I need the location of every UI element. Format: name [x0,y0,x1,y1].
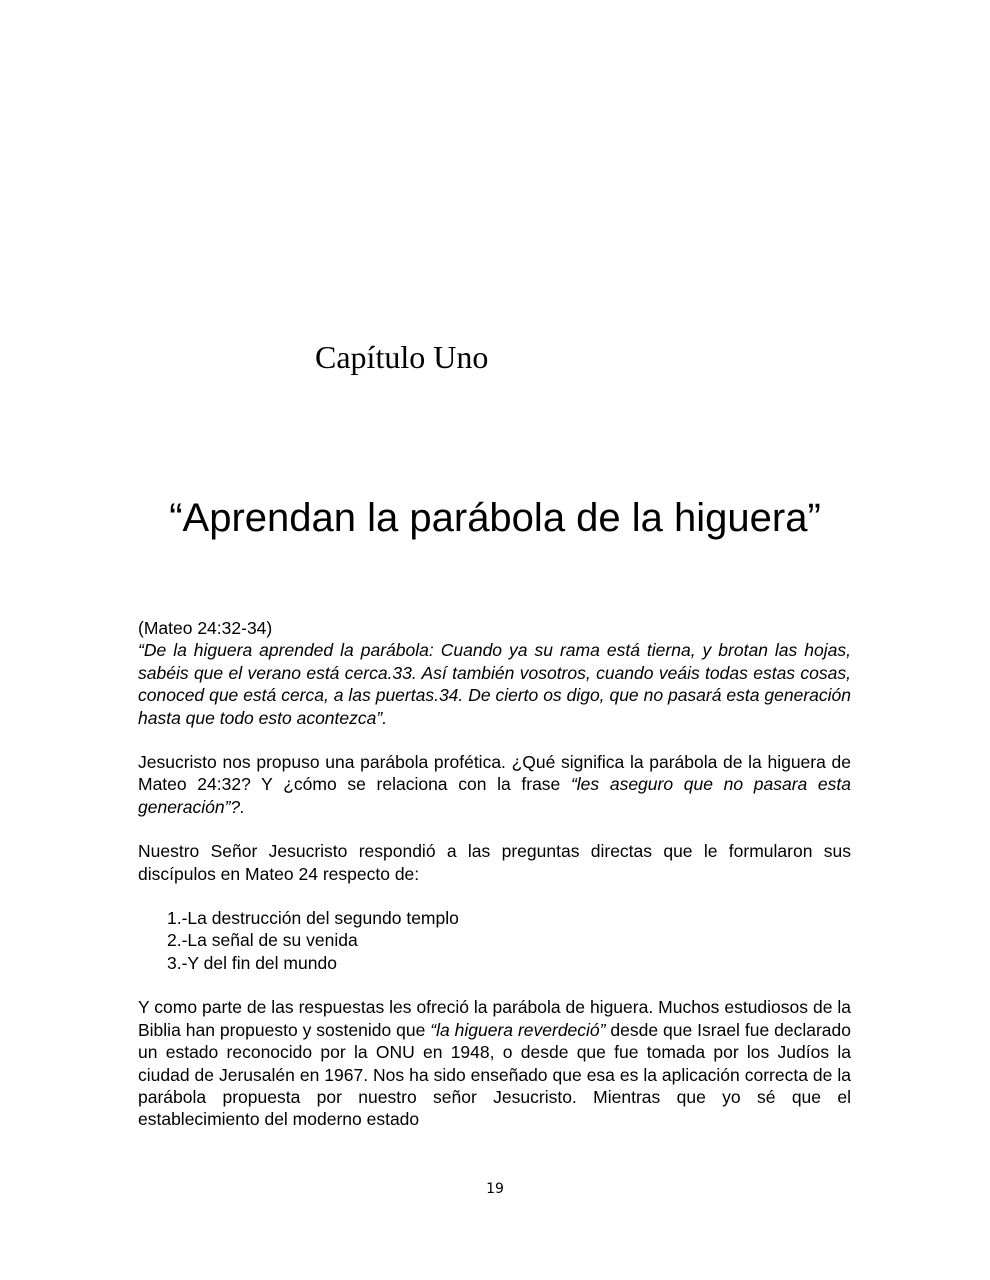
paragraph-intro-text: Jesucristo nos propuso una parábola profética. ¿Qué significa la parábola de la higuera de Mateo 24:32? Y ¿cómo se relaciona con la frase [138,752,851,795]
paragraph-intro-emphasis: “les aseguro que no pasara esta generación”?. [138,774,852,817]
scripture-quote: “De la higuera aprended la parábola: Cuando ya su rama está tierna, y brotan las hojas, sabéis que el verano está cerca.33. Así también vosotros, cuando veáis todas estas cosas, conoced que está cerca, a las puertas.34. De cierto os digo, que no pasará esta generación hasta que todo esto acontezca”. [138,640,851,728]
chapter-heading: Capítulo Uno [315,339,489,375]
list-item: 3.-Y del fin del mundo [167,952,337,973]
paragraph-intro [138,751,851,818]
list-item: 1.-La destrucción del segundo templo [167,908,459,929]
questions-list [138,907,851,974]
scripture-reference: (Mateo 24:32-34) [138,618,273,638]
paragraph-spacer [138,974,851,996]
page-number: 19 [486,1181,504,1197]
list-item: 2.-La señal de su venida [167,930,358,951]
paragraph-fig-tree-emphasis: “la higuera reverdeció” [430,1019,606,1040]
paragraph-spacer [138,818,851,840]
paragraph-fig-tree-text: Y como parte de las respuestas les ofreció la parábola de higuera. Muchos estudiosos de la Biblia han propuesto y sostenido que [138,997,851,1040]
paragraph-spacer [138,885,851,907]
paragraph-fig-tree-continuation: desde que Israel fue declarado un estado reconocido por la ONU en 1948, o desde que fue tomada por los Judíos la ciudad de Jerusalén en 1967. Nos ha sido enseñado que esa es la aplicación correcta de la parábola propuesta por nuestro señor Jesucristo. Mientras que yo sé que el establecimiento del moderno estado [138,1019,851,1130]
body-text [138,617,851,1131]
paragraph-spacer [138,729,851,751]
paragraph-fig-tree [138,996,851,1130]
paragraph-questions: Nuestro Señor Jesucristo respondió a las preguntas directas que le formularon sus discípulos en Mateo 24 respecto de: [138,841,851,884]
page-title: “Aprendan la parábola de la higuera” [169,496,821,540]
